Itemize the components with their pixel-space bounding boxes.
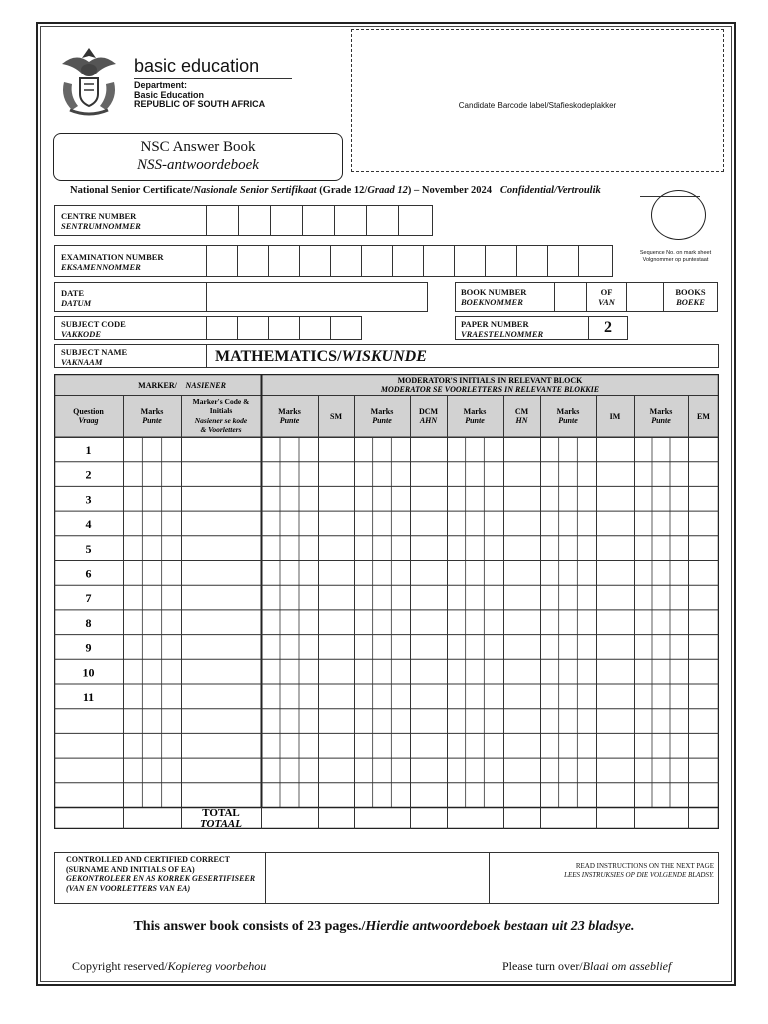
total-label: TOTAL	[202, 807, 240, 819]
date-af: DATUM	[61, 298, 92, 308]
subject-name-value-af: WISKUNDE	[341, 348, 427, 365]
book-number-label	[455, 282, 555, 312]
sequence-number-label	[628, 250, 723, 263]
col-marks: Marks	[140, 407, 164, 416]
col-code-af-2: & Voorletters	[200, 425, 242, 434]
question-number: 6	[85, 566, 92, 581]
subject-name-en: SUBJECT NAME	[61, 347, 128, 357]
total-books-field[interactable]	[626, 282, 664, 312]
paper-number-field[interactable]	[588, 316, 628, 340]
page-count-notice	[0, 919, 768, 935]
centre-number-label	[54, 205, 207, 236]
col-em: EM	[697, 412, 710, 421]
marker-header: MARKER/	[138, 381, 177, 390]
turn-over	[502, 959, 671, 974]
question-number: 1	[85, 443, 92, 457]
col-mod-marks-2: Marks	[370, 407, 394, 416]
question-number: 8	[85, 615, 92, 630]
col-mod-marks-3: Marks	[463, 407, 487, 416]
col-code-af: Nasiener se kode	[194, 416, 248, 425]
col-mod-marks-5-af: Punte	[651, 416, 671, 425]
controlled-af: GEKONTROLEER EN AS KORREK GESERTIFISEER (VAN EN VOORLETTERS VAN EA)	[66, 874, 256, 893]
col-mod-marks-3-af: Punte	[465, 416, 485, 425]
department-label	[134, 81, 265, 110]
subject-code-en: SUBJECT CODE	[61, 319, 126, 329]
col-code-2: Initials	[209, 406, 233, 415]
sequence-af: Volgnommer op puntestaat	[642, 256, 709, 263]
brand-name: basic education	[134, 56, 260, 76]
brand-underline	[134, 78, 292, 79]
subject-code-label	[54, 316, 207, 340]
col-cm: CM	[514, 407, 529, 416]
dept-line-1: Department:	[134, 80, 188, 90]
paper-number-value: 2	[604, 319, 612, 336]
date-field[interactable]	[206, 282, 428, 312]
marker-header-af: NASIENER	[185, 381, 226, 390]
dept-line-3: REPUBLIC OF SOUTH AFRICA	[134, 99, 266, 109]
date-en: DATE	[61, 288, 84, 298]
confidential-label: Confidential/Vertroulik	[499, 185, 601, 196]
exam-en: EXAMINATION NUMBER	[61, 252, 164, 262]
certificate-line	[70, 185, 601, 196]
of-en: OF	[600, 287, 613, 297]
col-code: Marker's Code &	[192, 397, 250, 406]
sequence-number-circle[interactable]	[651, 190, 706, 240]
col-sm: SM	[330, 412, 342, 421]
read-en: READ INSTRUCTIONS ON THE NEXT PAGE	[575, 862, 714, 870]
col-mod-marks-4-af: Punte	[558, 416, 578, 425]
total-row	[55, 808, 719, 829]
examination-number-label	[54, 245, 207, 277]
paper-number-en: PAPER NUMBER	[461, 319, 529, 329]
exam-date: ) – November 2024	[407, 185, 492, 196]
copyright	[72, 959, 266, 974]
question-number: 5	[85, 541, 92, 556]
question-number: 2	[85, 467, 92, 482]
total-label-af: TOTAAL	[200, 818, 242, 829]
answer-book-title-af: NSS-antwoordeboek	[137, 157, 259, 173]
col-question: Question	[73, 407, 104, 416]
question-number: 4	[85, 517, 92, 532]
certificate-af: Nasionale Senior Sertifikaat	[193, 185, 317, 196]
moderator-header: MODERATOR'S INITIALS IN RELEVANT BLOCK	[397, 376, 583, 385]
controlled-certified-label	[66, 855, 266, 893]
copyright-af: Kopiereg voorbehou	[167, 959, 267, 973]
paper-number-af: VRAESTELNOMMER	[461, 329, 544, 339]
subject-name-field[interactable]	[206, 344, 719, 368]
books-af: BOEKE	[676, 297, 705, 307]
col-mod-marks-5: Marks	[649, 407, 673, 416]
col-dcm-af: AHN	[419, 416, 438, 425]
col-cm-af: HN	[515, 416, 528, 425]
books-label	[663, 282, 718, 312]
centre-af: SENTRUMNOMMER	[61, 221, 141, 231]
question-number: 10	[82, 665, 95, 680]
col-mod-marks-1: Marks	[278, 407, 301, 416]
paper-number-label	[455, 316, 589, 340]
sequence-en: Sequence No. on mark sheet	[639, 250, 712, 256]
subject-code-af: VAKKODE	[61, 329, 101, 339]
marks-grid	[54, 374, 719, 829]
exam-af: EKSAMENNOMMER	[61, 262, 141, 272]
question-number: 7	[85, 591, 92, 606]
book-number-en: BOOK NUMBER	[461, 287, 527, 297]
marks-table-border	[55, 375, 719, 829]
turn-af: Blaai om asseblief	[582, 959, 672, 973]
book-number-af: BOEKNOMMER	[461, 297, 523, 307]
dept-line-2: Basic Education	[134, 89, 205, 100]
marks-table	[54, 374, 719, 829]
col-question-af: Vraag	[78, 416, 99, 425]
controlled-divider-2	[489, 852, 490, 904]
subject-name-value: MATHEMATICS/	[215, 348, 342, 365]
pages-af: Hierdie antwoordeboek bestaan uit 23 bladsye.	[365, 919, 635, 934]
col-dcm: DCM	[418, 407, 439, 416]
coat-of-arms-logo	[56, 44, 122, 118]
books-en: BOOKS	[675, 287, 706, 297]
grade-en: (Grade 12/	[316, 185, 368, 196]
question-number: 11	[82, 690, 95, 704]
pages-en: This answer book consists of 23 pages./	[133, 919, 366, 934]
of-af: VAN	[598, 297, 615, 307]
subject-name-af: VAKNAAM	[61, 357, 103, 367]
turn-en: Please turn over/	[502, 959, 583, 973]
col-marks-af: Punte	[142, 416, 162, 425]
controlled-en: CONTROLLED AND CERTIFIED CORRECT (SURNAME AND INITIALS OF EA)	[66, 855, 230, 874]
of-label	[586, 282, 627, 312]
barcode-label-text: Candidate Barcode label/Stafieskodeplakker	[458, 101, 617, 110]
grade-af: Graad 12	[367, 185, 408, 196]
col-im: IM	[609, 412, 621, 421]
col-mod-marks-4: Marks	[556, 407, 580, 416]
question-number: 9	[85, 640, 92, 655]
moderator-header-af: MODERATOR SE VOORLETTERS IN RELEVANTE BLOKKIE	[380, 385, 600, 394]
question-number: 3	[85, 492, 92, 507]
col-mod-marks-1-af: Punte	[279, 416, 300, 425]
read-af: LEES INSTRUKSIES OP DIE VOLGENDE BLADSY.	[564, 871, 714, 879]
answer-book-title: NSC Answer Book	[140, 139, 256, 155]
centre-en: CENTRE NUMBER	[61, 211, 137, 221]
col-mod-marks-2-af: Punte	[372, 416, 392, 425]
date-label	[54, 282, 207, 312]
ea-signature-field[interactable]	[266, 852, 489, 904]
subject-name-label	[54, 344, 207, 368]
book-number-field[interactable]	[554, 282, 587, 312]
certificate-en: National Senior Certificate/	[70, 185, 194, 196]
read-instructions	[492, 862, 714, 880]
copyright-en: Copyright reserved/	[72, 959, 168, 973]
